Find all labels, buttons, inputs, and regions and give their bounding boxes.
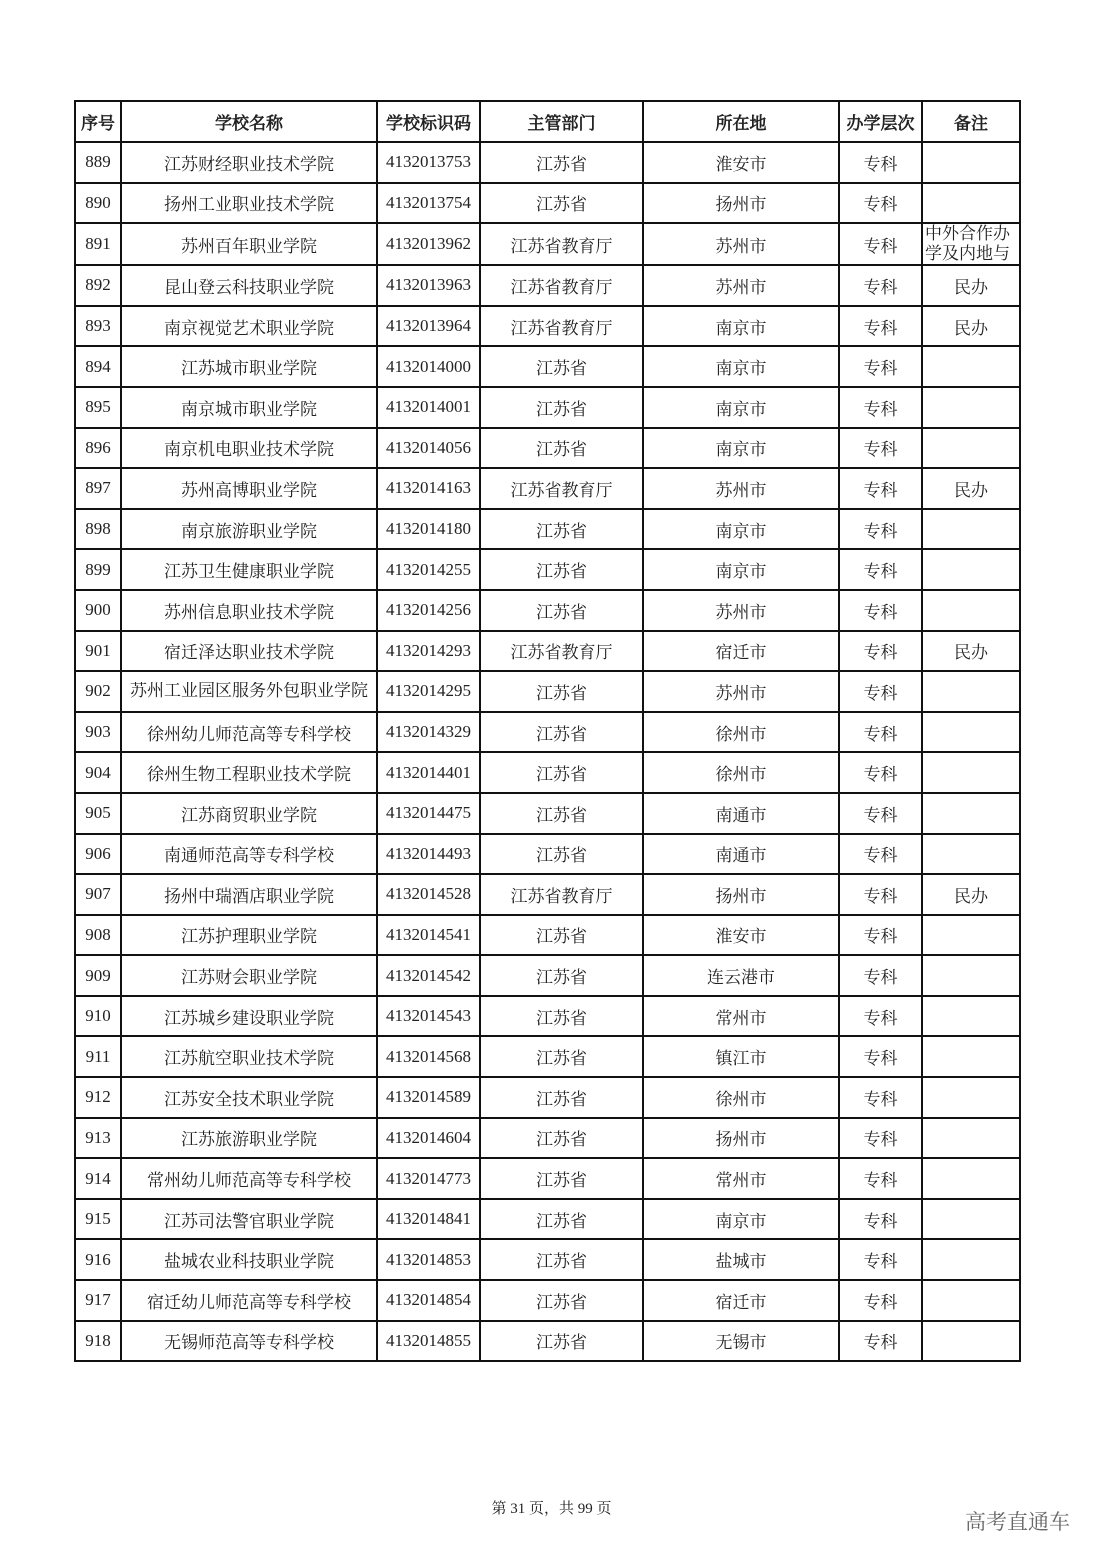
cell-location: 南京市 [643,428,839,469]
cell-school-code: 4132013964 [377,306,480,347]
cell-index: 913 [75,1118,121,1159]
header-school-code: 学校标识码 [377,101,480,142]
cell-level: 专科 [839,712,922,753]
cell-location: 南京市 [643,346,839,387]
cell-remarks: 民办 [922,468,1020,509]
cell-level: 专科 [839,1199,922,1240]
table-row [75,1158,1020,1199]
cell-school-name: 徐州幼儿师范高等专科学校 [121,712,377,753]
cell-remarks [922,1199,1020,1240]
cell-level: 专科 [839,996,922,1037]
header-school-name: 学校名称 [121,101,377,142]
cell-school-name: 徐州生物工程职业技术学院 [121,752,377,793]
cell-authority: 江苏省 [480,183,643,224]
cell-location: 宿迁市 [643,1280,839,1321]
cell-authority: 江苏省 [480,712,643,753]
table-row [75,671,1020,712]
cell-authority: 江苏省教育厅 [480,306,643,347]
header-index: 序号 [75,101,121,142]
cell-school-code: 4132014401 [377,752,480,793]
cell-level: 专科 [839,223,922,265]
cell-school-code: 4132014293 [377,631,480,672]
cell-remarks [922,387,1020,428]
cell-authority: 江苏省教育厅 [480,265,643,306]
cell-location: 苏州市 [643,265,839,306]
cell-remarks [922,955,1020,996]
table-row [75,752,1020,793]
cell-index: 905 [75,793,121,834]
cell-location: 扬州市 [643,874,839,915]
page-number: 第 31 页，共 99 页 [491,1501,612,1517]
cell-authority: 江苏省 [480,1118,643,1159]
table-row [75,915,1020,956]
cell-location: 盐城市 [643,1239,839,1280]
cell-school-code: 4132014163 [377,468,480,509]
cell-remarks: 民办 [922,265,1020,306]
cell-level: 专科 [839,183,922,224]
cell-location: 苏州市 [643,590,839,631]
cell-location: 徐州市 [643,712,839,753]
table-row [75,1239,1020,1280]
cell-remarks [922,142,1020,183]
cell-remarks [922,346,1020,387]
cell-authority: 江苏省 [480,1199,643,1240]
table-row [75,549,1020,590]
table-row [75,468,1020,509]
cell-authority: 江苏省 [480,915,643,956]
cell-school-code: 4132014493 [377,834,480,875]
cell-authority: 江苏省 [480,1280,643,1321]
cell-level: 专科 [839,793,922,834]
table-body [75,142,1020,1361]
table-row [75,1280,1020,1321]
cell-level: 专科 [839,306,922,347]
cell-location: 徐州市 [643,1077,839,1118]
cell-index: 896 [75,428,121,469]
cell-authority: 江苏省 [480,387,643,428]
cell-location: 苏州市 [643,468,839,509]
cell-school-name: 常州幼儿师范高等专科学校 [121,1158,377,1199]
cell-school-code: 4132014604 [377,1118,480,1159]
cell-school-name: 南京视觉艺术职业学院 [121,306,377,347]
cell-school-name: 苏州信息职业技术学院 [121,590,377,631]
school-name-text: 苏州工业园区服务外包职业学院 [130,681,368,701]
cell-level: 专科 [839,549,922,590]
cell-location: 连云港市 [643,955,839,996]
cell-school-name: 南京机电职业技术学院 [121,428,377,469]
cell-authority: 江苏省 [480,671,643,712]
cell-remarks: 民办 [922,631,1020,672]
cell-school-code: 4132013754 [377,183,480,224]
cell-remarks [922,712,1020,753]
table-row [75,1036,1020,1077]
cell-school-name: 宿迁泽达职业技术学院 [121,631,377,672]
cell-school-code: 4132013753 [377,142,480,183]
table-row [75,1199,1020,1240]
table-row [75,265,1020,306]
table-row [75,1118,1020,1159]
cell-authority: 江苏省 [480,955,643,996]
cell-level: 专科 [839,671,922,712]
cell-index: 902 [75,671,121,712]
cell-authority: 江苏省 [480,428,643,469]
cell-level: 专科 [839,955,922,996]
table-row [75,346,1020,387]
cell-index: 893 [75,306,121,347]
cell-remarks [922,915,1020,956]
cell-school-name: 昆山登云科技职业学院 [121,265,377,306]
watermark-logo-text: 高考直通车 [965,1510,1070,1534]
cell-school-name: 南通师范高等专科学校 [121,834,377,875]
cell-school-code: 4132014542 [377,955,480,996]
cell-location: 徐州市 [643,752,839,793]
cell-level: 专科 [839,346,922,387]
cell-level: 专科 [839,590,922,631]
cell-level: 专科 [839,1239,922,1280]
cell-location: 扬州市 [643,1118,839,1159]
table-row [75,223,1020,265]
cell-school-code: 4132014773 [377,1158,480,1199]
cell-authority: 江苏省 [480,793,643,834]
table-row [75,874,1020,915]
table-row [75,1321,1020,1362]
cell-remarks [922,509,1020,550]
cell-remarks [922,996,1020,1037]
cell-index: 914 [75,1158,121,1199]
table-row [75,631,1020,672]
cell-index: 898 [75,509,121,550]
cell-index: 912 [75,1077,121,1118]
cell-school-name: 江苏安全技术职业学院 [121,1077,377,1118]
cell-location: 苏州市 [643,671,839,712]
cell-level: 专科 [839,265,922,306]
cell-remarks [922,834,1020,875]
cell-school-name: 江苏城乡建设职业学院 [121,996,377,1037]
cell-authority: 江苏省 [480,752,643,793]
cell-school-name: 江苏航空职业技术学院 [121,1036,377,1077]
table-row [75,712,1020,753]
cell-school-code: 4132014855 [377,1321,480,1362]
cell-school-name: 江苏护理职业学院 [121,915,377,956]
cell-school-name: 苏州百年职业学院 [121,223,377,265]
cell-location: 南京市 [643,306,839,347]
table-row [75,834,1020,875]
cell-level: 专科 [839,509,922,550]
cell-index: 915 [75,1199,121,1240]
cell-level: 专科 [839,1321,922,1362]
cell-location: 南通市 [643,793,839,834]
cell-remarks [922,549,1020,590]
cell-index: 917 [75,1280,121,1321]
table-header-row [75,101,1020,142]
cell-remarks [922,590,1020,631]
cell-index: 889 [75,142,121,183]
cell-authority: 江苏省 [480,346,643,387]
cell-authority: 江苏省 [480,1321,643,1362]
cell-school-name: 江苏财经职业技术学院 [121,142,377,183]
cell-location: 南京市 [643,1199,839,1240]
cell-remarks [922,1118,1020,1159]
cell-school-name: 南京旅游职业学院 [121,509,377,550]
cell-school-code: 4132014255 [377,549,480,590]
cell-school-name: 江苏财会职业学院 [121,955,377,996]
cell-school-name: 江苏司法警官职业学院 [121,1199,377,1240]
cell-authority: 江苏省 [480,996,643,1037]
cell-authority: 江苏省 [480,142,643,183]
cell-authority: 江苏省 [480,1239,643,1280]
cell-remarks: 民办 [922,874,1020,915]
cell-school-name [121,671,377,712]
cell-school-name: 南京城市职业学院 [121,387,377,428]
table-row [75,509,1020,550]
header-location: 所在地 [643,101,839,142]
cell-authority: 江苏省教育厅 [480,874,643,915]
cell-remarks [922,223,1020,265]
cell-level: 专科 [839,468,922,509]
cell-school-code: 4132014543 [377,996,480,1037]
cell-level: 专科 [839,428,922,469]
cell-school-code: 4132014854 [377,1280,480,1321]
header-authority: 主管部门 [480,101,643,142]
cell-school-code: 4132014589 [377,1077,480,1118]
table-row [75,1077,1020,1118]
cell-school-code: 4132014853 [377,1239,480,1280]
cell-remarks [922,793,1020,834]
cell-index: 916 [75,1239,121,1280]
table-row [75,183,1020,224]
cell-index: 890 [75,183,121,224]
cell-level: 专科 [839,1118,922,1159]
cell-authority: 江苏省 [480,1077,643,1118]
cell-school-name: 扬州工业职业技术学院 [121,183,377,224]
table-row [75,306,1020,347]
cell-index: 906 [75,834,121,875]
cell-school-name: 无锡师范高等专科学校 [121,1321,377,1362]
cell-level: 专科 [839,142,922,183]
cell-location: 镇江市 [643,1036,839,1077]
cell-location: 宿迁市 [643,631,839,672]
cell-index: 904 [75,752,121,793]
cell-index: 907 [75,874,121,915]
cell-school-code: 4132014056 [377,428,480,469]
cell-school-code: 4132014000 [377,346,480,387]
cell-school-code: 4132013963 [377,265,480,306]
cell-index: 891 [75,223,121,265]
cell-remarks [922,1036,1020,1077]
cell-school-name: 盐城农业科技职业学院 [121,1239,377,1280]
cell-location: 扬州市 [643,183,839,224]
cell-level: 专科 [839,387,922,428]
table-row [75,142,1020,183]
cell-school-name: 江苏卫生健康职业学院 [121,549,377,590]
cell-remarks [922,1280,1020,1321]
cell-location: 淮安市 [643,142,839,183]
table-row [75,793,1020,834]
cell-authority: 江苏省 [480,549,643,590]
cell-index: 909 [75,955,121,996]
cell-index: 894 [75,346,121,387]
cell-index: 897 [75,468,121,509]
cell-index: 911 [75,1036,121,1077]
cell-level: 专科 [839,915,922,956]
cell-school-code: 4132014528 [377,874,480,915]
cell-school-code: 4132014256 [377,590,480,631]
cell-location: 南京市 [643,549,839,590]
cell-index: 895 [75,387,121,428]
cell-remarks [922,1077,1020,1118]
cell-location: 南京市 [643,509,839,550]
table-row [75,428,1020,469]
cell-authority: 江苏省 [480,590,643,631]
cell-level: 专科 [839,1036,922,1077]
header-level: 办学层次 [839,101,922,142]
cell-level: 专科 [839,874,922,915]
cell-index: 903 [75,712,121,753]
cell-school-code: 4132014541 [377,915,480,956]
cell-remarks [922,1158,1020,1199]
cell-level: 专科 [839,752,922,793]
cell-school-code: 4132013962 [377,223,480,265]
cell-level: 专科 [839,834,922,875]
cell-authority: 江苏省 [480,509,643,550]
cell-index: 892 [75,265,121,306]
cell-school-code: 4132014841 [377,1199,480,1240]
cell-school-code: 4132014295 [377,671,480,712]
cell-remarks [922,752,1020,793]
cell-school-code: 4132014180 [377,509,480,550]
cell-school-code: 4132014329 [377,712,480,753]
table-row [75,590,1020,631]
cell-location: 南通市 [643,834,839,875]
cell-school-name: 苏州高博职业学院 [121,468,377,509]
cell-index: 901 [75,631,121,672]
cell-remarks: 民办 [922,306,1020,347]
cell-level: 专科 [839,1158,922,1199]
cell-authority: 江苏省 [480,1158,643,1199]
cell-authority: 江苏省教育厅 [480,468,643,509]
cell-remarks [922,1239,1020,1280]
cell-location: 淮安市 [643,915,839,956]
cell-location: 苏州市 [643,223,839,265]
cell-location: 常州市 [643,1158,839,1199]
cell-authority: 江苏省 [480,834,643,875]
table-row [75,996,1020,1037]
cell-level: 专科 [839,1077,922,1118]
cell-remarks [922,183,1020,224]
cell-location: 常州市 [643,996,839,1037]
cell-authority: 江苏省教育厅 [480,223,643,265]
cell-authority: 江苏省 [480,1036,643,1077]
cell-location: 无锡市 [643,1321,839,1362]
cell-level: 专科 [839,631,922,672]
cell-school-code: 4132014475 [377,793,480,834]
remarks-text: 中外合作办学及内地与 [925,224,1010,265]
cell-location: 南京市 [643,387,839,428]
cell-remarks [922,428,1020,469]
cell-school-name: 江苏商贸职业学院 [121,793,377,834]
cell-index: 899 [75,549,121,590]
cell-index: 908 [75,915,121,956]
cell-school-name: 宿迁幼儿师范高等专科学校 [121,1280,377,1321]
cell-school-code: 4132014001 [377,387,480,428]
cell-remarks [922,1321,1020,1362]
cell-index: 900 [75,590,121,631]
cell-index: 918 [75,1321,121,1362]
cell-school-code: 4132014568 [377,1036,480,1077]
cell-remarks [922,671,1020,712]
cell-level: 专科 [839,1280,922,1321]
header-remarks: 备注 [922,101,1020,142]
cell-school-name: 江苏旅游职业学院 [121,1118,377,1159]
cell-school-name: 江苏城市职业学院 [121,346,377,387]
cell-index: 910 [75,996,121,1037]
cell-authority: 江苏省教育厅 [480,631,643,672]
cell-school-name: 扬州中瑞酒店职业学院 [121,874,377,915]
table-row [75,387,1020,428]
school-list-table [74,100,1021,1362]
table-row [75,955,1020,996]
